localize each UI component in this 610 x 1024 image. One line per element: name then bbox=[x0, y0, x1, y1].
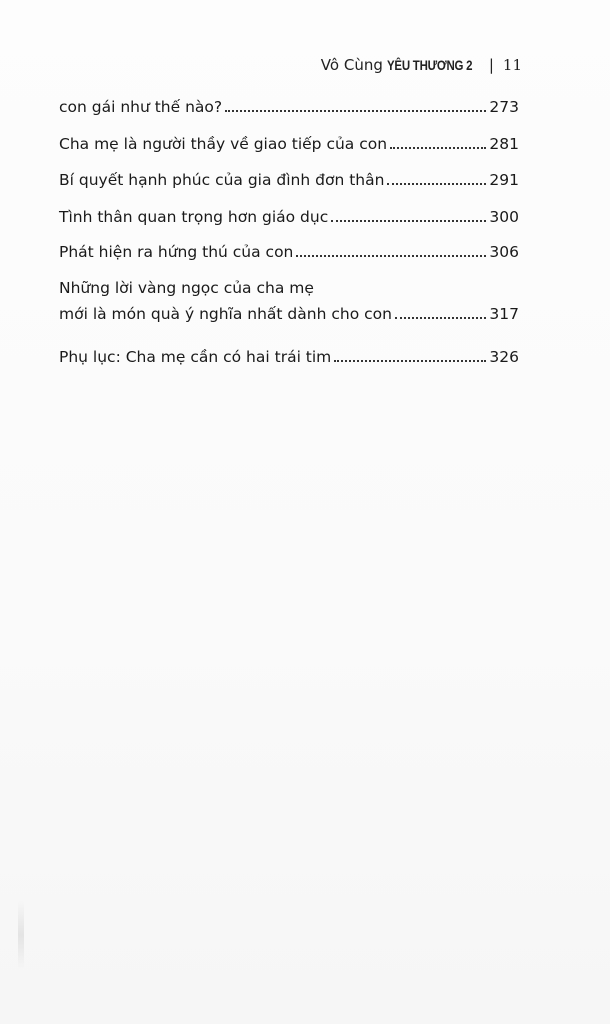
dot-leader bbox=[390, 147, 486, 149]
dot-leader bbox=[225, 110, 486, 112]
toc-entry bbox=[59, 346, 519, 368]
toc-entry bbox=[59, 133, 519, 155]
toc-entry bbox=[59, 96, 519, 118]
book-series: Vô Cùng bbox=[320, 56, 383, 74]
toc-entry-title: Bí quyết hạnh phúc của gia đình đơn thân bbox=[59, 171, 385, 189]
dot-leader bbox=[387, 183, 486, 185]
book-title: YÊU THƯƠNG 2 bbox=[386, 57, 473, 73]
toc-entry-title: con gái như thế nào? bbox=[59, 98, 223, 116]
toc-entry-page: 300 bbox=[489, 208, 519, 226]
toc-entry bbox=[59, 277, 519, 325]
toc-entry-page: 306 bbox=[489, 243, 519, 261]
page-shadow bbox=[18, 900, 24, 970]
toc-entry-title-line-1: Những lời vàng ngọc của cha mẹ bbox=[59, 279, 314, 297]
toc-entry-page: 326 bbox=[489, 348, 519, 366]
toc-entry bbox=[59, 241, 519, 263]
toc-entry-title: Tình thân quan trọng hơn giáo dục bbox=[59, 208, 329, 226]
toc-entry-page: 281 bbox=[489, 135, 519, 153]
toc-entry bbox=[59, 169, 519, 191]
toc-entry-page: 291 bbox=[489, 171, 519, 189]
page-number: 11 bbox=[502, 56, 522, 74]
toc-entry-title: Phát hiện ra hứng thú của con bbox=[59, 243, 294, 261]
toc-entry-page: 273 bbox=[489, 98, 519, 116]
dot-leader bbox=[296, 255, 486, 257]
toc-entry-page: 317 bbox=[489, 305, 519, 323]
header-separator: | bbox=[488, 56, 494, 74]
toc-entry bbox=[59, 206, 519, 228]
dot-leader bbox=[334, 360, 486, 362]
running-header bbox=[321, 56, 522, 74]
dot-leader bbox=[331, 220, 486, 222]
toc-entry-title: mới là món quà ý nghĩa nhất dành cho con bbox=[59, 305, 392, 323]
toc-entry-title: Cha mẹ là người thầy về giao tiếp của con bbox=[59, 135, 388, 153]
toc-entry-title: Phụ lục: Cha mẹ cần có hai trái tim bbox=[59, 348, 332, 366]
dot-leader bbox=[395, 317, 486, 319]
